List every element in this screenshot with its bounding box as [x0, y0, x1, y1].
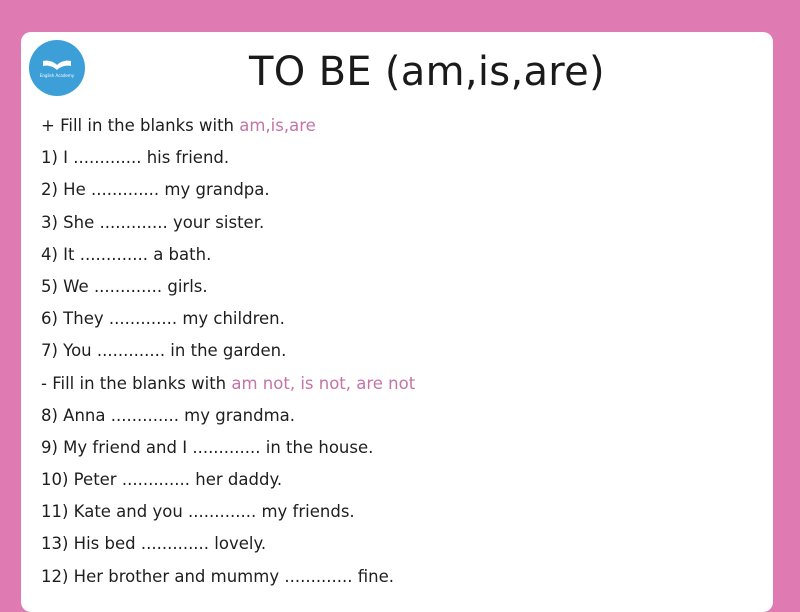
exercise-item — [41, 402, 415, 434]
page-title: TO BE (am,is,are) — [249, 49, 605, 95]
worksheet-card — [21, 32, 773, 612]
item-before: 11) Kate and you — [41, 502, 189, 522]
item-blank[interactable]: ............. — [284, 566, 353, 586]
item-before: 6) They — [41, 309, 109, 329]
logo — [29, 40, 85, 96]
exercise-item — [41, 241, 415, 273]
item-after: my grandma. — [178, 405, 295, 425]
item-blank[interactable]: ............. — [93, 276, 163, 296]
exercise-item — [41, 466, 415, 498]
open-book-icon — [42, 58, 72, 72]
item-before: 10) Peter — [41, 470, 122, 490]
item-after: my children. — [177, 309, 285, 329]
item-after: in the garden. — [165, 341, 287, 361]
section2-instruction — [41, 370, 415, 402]
item-blank[interactable]: ............. — [192, 437, 261, 457]
item-blank[interactable]: ............. — [108, 309, 178, 329]
item-before: 9) My friend and I — [41, 437, 193, 457]
item-blank[interactable]: ............. — [140, 534, 210, 554]
item-before: 8) Anna — [41, 405, 111, 425]
exercise-item — [41, 144, 415, 176]
exercise-item — [41, 337, 415, 369]
item-blank[interactable]: ............. — [110, 405, 179, 425]
item-after: fine. — [352, 566, 395, 586]
item-before: 1) I — [41, 148, 74, 168]
item-after: my friends. — [256, 502, 355, 522]
exercise-item — [41, 176, 415, 208]
item-blank[interactable]: ............. — [96, 341, 166, 361]
exercise-list — [41, 112, 415, 595]
logo-text: English Academy — [39, 73, 75, 78]
item-blank[interactable]: ............. — [79, 244, 148, 264]
section1-instruction — [41, 112, 415, 144]
item-blank[interactable]: ............. — [73, 148, 142, 168]
item-before: 3) She — [41, 212, 100, 232]
item-after: girls. — [162, 276, 208, 296]
item-after: his friend. — [141, 148, 230, 168]
exercise-item — [41, 305, 415, 337]
exercise-item — [41, 273, 415, 305]
item-before: 4) It — [41, 244, 80, 264]
item-after: in the house. — [260, 437, 374, 457]
exercise-item — [41, 209, 415, 241]
item-before: 12) Her brother and mummy — [41, 566, 285, 586]
item-before: 13) His bed — [41, 534, 141, 554]
exercise-item — [41, 530, 415, 562]
item-before: 5) We — [41, 276, 94, 296]
item-after: your sister. — [167, 212, 265, 232]
exercise-item — [41, 563, 415, 595]
item-after: a bath. — [147, 244, 212, 264]
item-before: 2) He — [41, 180, 91, 200]
exercise-item — [41, 498, 415, 530]
item-after: lovely. — [209, 534, 267, 554]
instruction-text: + Fill in the blanks with — [41, 116, 240, 135]
instruction-options: am not, is not, are not — [231, 373, 416, 393]
exercise-item — [41, 434, 415, 466]
instruction-options: am,is,are — [239, 116, 316, 135]
item-blank[interactable]: ............. — [188, 502, 257, 522]
item-after: her daddy. — [190, 470, 283, 490]
item-blank[interactable]: ............. — [121, 470, 191, 490]
instruction-text: - Fill in the blanks with — [41, 373, 232, 393]
item-blank[interactable]: ............. — [90, 180, 160, 200]
item-before: 7) You — [41, 341, 97, 361]
item-blank[interactable]: ............. — [99, 212, 168, 232]
item-after: my grandpa. — [159, 180, 270, 200]
